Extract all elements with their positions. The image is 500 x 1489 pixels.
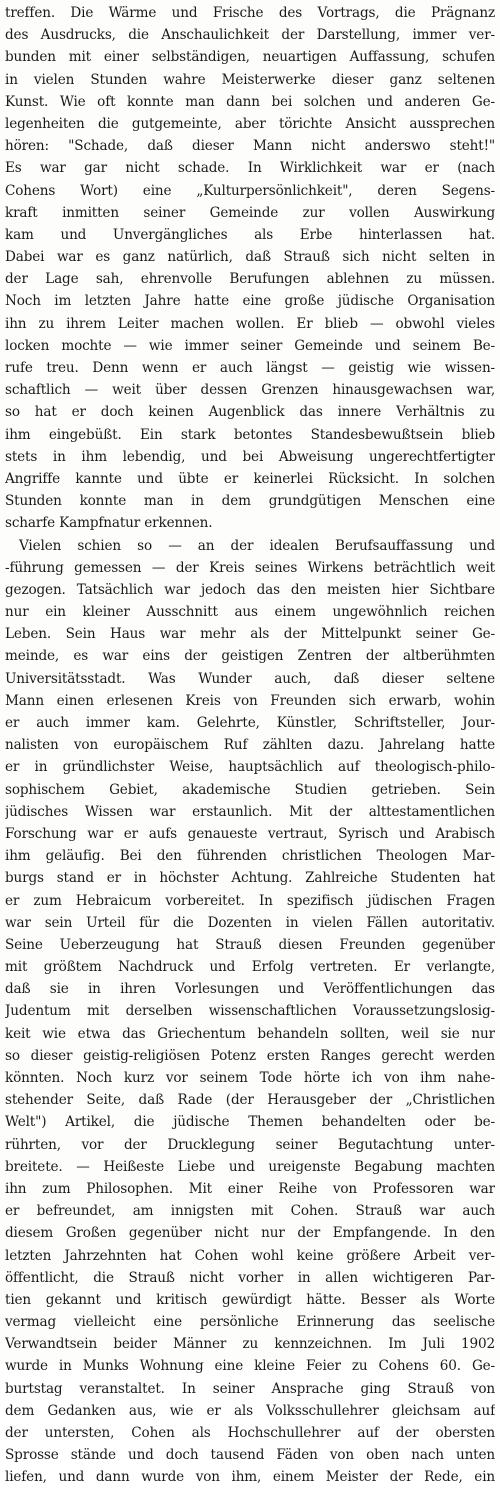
text-line: Stunden konnte man in dem grundgütigen Menschen eine [5,493,495,510]
text-line: Cohens Wort) eine „Kulturpersönlichkeit", deren Segens- [5,182,495,199]
text-line: kraft inmitten seiner Gemeinde zur vollen Auswirkung [5,204,495,221]
text-line: der untersten, Cohen als Hochschullehrer auf der obersten [5,1425,495,1441]
text-line: meinde, es war eins der geistigen Zentren der altberühmten [5,648,495,665]
text-line: stets in ihm lebendig, und bei Abweisung ungerechtfertigter [5,448,495,465]
text-line: Kunst. Wie oft konnte man dann bei solchen und anderen Ge- [5,93,495,110]
text-line: liefen, und dann wurde von ihm, einem Meister der Rede, ein [5,1469,495,1486]
text-line: ihm eingebüßt. Ein stark betontes Standesbewußtsein blieb [5,426,495,443]
text-line: Noch im letzten Jahre hatte eine große jüdische Organisation [5,293,495,310]
paragraph-1 [5,2,495,535]
text-line: war sein Urteil für die Dozenten in vielen Fällen autoritativ. [5,914,495,931]
text-line: daß sie in ihren Vorlesungen und Veröffentlichungen das [5,981,495,998]
text-line: scharfe Kampfnatur erkennen. [5,515,213,532]
text-line: ihn zu ihrem Leiter machen wollen. Er blieb — obwohl vieles [5,315,495,332]
text-line: stehender Seite, daß Rade (der Herausgeber der „Christlichen [5,1092,495,1109]
text-line: öffentlicht, die Strauß nicht vorher in allen wichtigeren Par- [5,1269,495,1286]
text-line: gezogen. Tatsächlich war jedoch das den meisten hier Sichtbare [5,581,495,598]
text-line: burtstag veranstaltet. In seiner Ansprache ging Strauß von [5,1380,495,1397]
text-line: Leben. Sein Haus war mehr als der Mittelpunkt seiner Ge- [5,626,495,643]
text-line: rufe treu. Denn wenn er auch längst — geistig wie wissen- [5,360,495,376]
text-line: Vielen schien so — an der idealen Berufsauffassung und [19,537,495,554]
text-line: so hat er doch keinen Augenblick das innere Verhältnis zu [5,404,495,421]
text-line: er befreundet, am innigsten mit Cohen. Strauß war auch [5,1203,495,1220]
text-line: der Lage sah, ehrenvolle Berufungen ablehnen zu müssen. [5,271,495,288]
text-line: er auch immer kam. Gelehrte, Künstler, Schriftsteller, Jour- [5,715,495,731]
text-line: wurde in Munks Wohnung eine kleine Feier zu Cohens 60. Ge- [5,1358,495,1375]
text-line: Universitätsstadt. Was Wunder auch, daß dieser seltene [5,670,495,687]
text-line: diesem Großen gegenüber nicht nur der Empfangende. In den [5,1225,495,1242]
text-line: rührten, vor der Drucklegung seiner Begutachtung unter- [5,1136,495,1153]
text-line: in vielen Stunden wahre Meisterwerke dieser ganz seltenen [5,71,495,88]
text-line: Forschung war er aufs genaueste vertraut, Syrisch und Arabisch [5,825,495,842]
text-line: Welt") Artikel, die jüdische Themen behandelten oder be- [5,1114,495,1131]
text-line: sophischem Gebiet, akademische Studien getrieben. Sein [5,781,495,798]
text-line: Es war gar nicht schade. In Wirklichkeit war er (nach [5,160,495,177]
text-line: Seine Ueberzeugung hat Strauß diesen Freunden gegenüber [5,936,495,953]
text-line: nalisten von europäischem Ruf zählten dazu. Jahrelang hatte [5,737,495,754]
text-line: des Ausdrucks, die Anschaulichkeit der Darstellung, immer ver- [5,27,495,44]
text-line: Angriffe kannte und übte er keinerlei Rücksicht. In solchen [5,470,495,487]
text-line: ihm geläufig. Bei den führenden christlichen Theologen Mar- [5,848,495,865]
text-line: Dabei war es ganz natürlich, daß Strauß sich nicht selten in [5,249,495,266]
text-line: mit größtem Nachdruck und Erfolg vertreten. Er verlangte, [5,959,495,976]
text-line: letzten Jahrzehnten hat Cohen wohl keine größere Arbeit ver- [5,1247,495,1264]
text-line: keit wie etwa das Griechentum behandeln sollten, weil sie nur [5,1025,495,1042]
text-line: bunden mit einer selbständigen, neuartigen Auffassung, schufen [5,49,495,66]
text-line: vermag vielleicht eine persönliche Erinnerung das seelische [5,1314,495,1331]
text-line: Mann einen erlesenen Kreis von Freunden sich erwarb, wohin [5,692,495,709]
text-line: locken mochte — wie immer seiner Gemeinde und seinem Be- [5,337,495,354]
text-line: so dieser geistig-religiösen Potenz ersten Ranges gerecht werden [5,1047,495,1064]
text-line: hören: "Schade, daß dieser Mann nicht anderswo steht!" [5,138,495,155]
text-line: legenheiten die gutgemeinte, aber törichte Ansicht aussprechen [5,115,495,132]
text-line: Judentum mit derselben wissenschaftlichen Voraussetzungslosig- [5,1003,495,1020]
text-line: schaftlich — weit über dessen Grenzen hinausgewachsen war, [5,382,495,399]
text-line: tien gekannt und kritisch gewürdigt hätte. Besser als Worte [5,1291,495,1308]
text-line: kam und Unvergängliches als Erbe hinterlassen hat. [5,226,495,243]
text-line: burgs stand er in höchster Achtung. Zahlreiche Studenten hat [5,870,495,887]
text-line: Verwandtsein beider Männer zu kennzeichnen. Im Juli 1902 [5,1336,495,1353]
text-line: er zum Hebraicum vorbereitet. In spezifisch jüdischen Fragen [5,892,495,909]
paragraph-2 [5,535,495,1489]
text-line: breitete. — Heißeste Liebe und ureigenste Begabung machten [5,1158,495,1175]
text-line: könnten. Noch kurz vor seinem Tode hörte ich von ihm nahe- [5,1070,495,1086]
text-line: er in gründlichster Weise, hauptsächlich auf theologisch-philo- [5,759,495,776]
text-line: -führung gemessen — der Kreis seines Wirkens beträchtlich weit [5,559,495,576]
text-line: dem Gedanken aus, wie er als Volksschullehrer gleichsam auf [5,1402,495,1419]
text-line: treffen. Die Wärme und Frische des Vortrags, die Prägnanz [5,5,495,21]
text-line: jüdisches Wissen war erstaunlich. Mit der alttestamentlichen [5,803,495,820]
text-line: Sprosse stände und doch tausend Fäden von oben nach unten [5,1447,495,1464]
text-line: nur ein kleiner Ausschnitt aus einem ungewöhnlich reichen [5,604,495,621]
text-line: ihn zum Philosophen. Mit einer Reihe von Professoren war [5,1180,495,1197]
